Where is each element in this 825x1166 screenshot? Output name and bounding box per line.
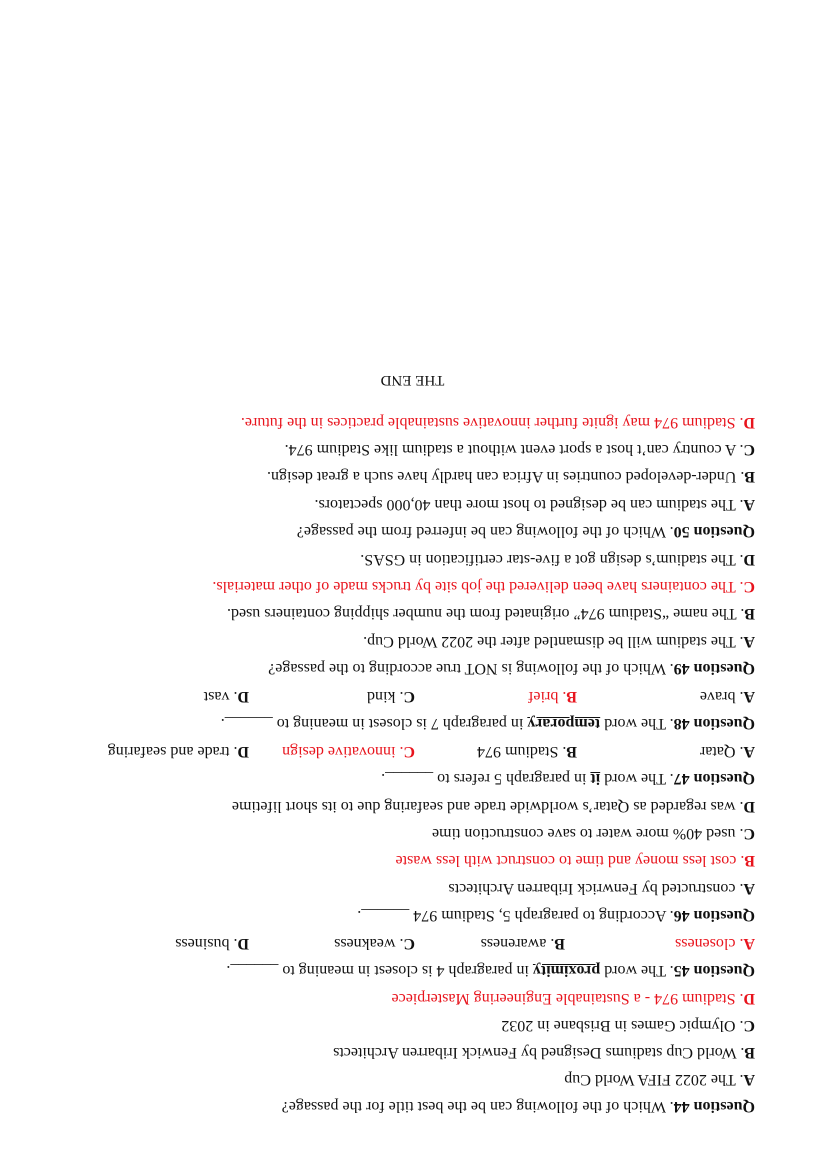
question-48: Question 48. The word temporary in paragraph 7 is closest in meaning to ______. [220, 715, 755, 732]
question-label: Question 48 [673, 715, 755, 732]
option-48a: A. brave [699, 688, 755, 705]
target-word: proximity [532, 962, 601, 979]
option-49c-correct: C. The containers have been delivered the job site by trucks made of other materials. [212, 578, 755, 595]
question-text: . Which of the following can be the best title for the passage? [281, 1098, 674, 1115]
the-end-label: THE END [380, 372, 445, 388]
option-45a-correct: A. closeness [675, 935, 755, 952]
option-50c: C. A country can’t host a sport event without a stadium like Stadium 974. [284, 441, 755, 458]
option-48c: C. kind [366, 688, 415, 705]
option-49b: B. The name “Stadium 974” originated from the number shipping containers used. [226, 605, 755, 622]
option-47d: D. trade and seafaring [107, 743, 249, 760]
option-46c: C. used 40% more water to save construction time [431, 825, 755, 842]
option-44c: C. Olympic Games in Brisbane in 2032 [501, 1017, 755, 1034]
option-49d: D. The stadium’s design got a five-star certification in GSAS. [360, 551, 755, 568]
option-45c: C. weakness [334, 935, 415, 952]
question-47: Question 47. The word it in paragraph 5 refers to ______. [381, 770, 755, 787]
option-47c-correct: C. innovative design [282, 743, 415, 760]
option-46a: A. constructed by Fenwrick Iribarren Architects [448, 880, 755, 897]
question-label: Question 46 [673, 907, 755, 924]
option-44b: B. World Cup stadiums Designed by Fenwick Iribarren Architects [333, 1044, 755, 1061]
option-47a: A. Qatar [699, 743, 755, 760]
target-word: temporary [527, 715, 601, 732]
target-word: it [590, 770, 601, 787]
question-label: Question 50 [673, 523, 755, 540]
option-44a: A. The 2022 FIFA World Cup [564, 1071, 755, 1088]
option-50d-correct: D. Stadium 974 may ignite further innovative sustainable practices in the future. [240, 414, 755, 431]
question-49: Question 49. Which of the following is NOT true according to the passage? [268, 660, 755, 677]
question-label: Question 49 [673, 660, 755, 677]
question-label: Question 47 [673, 770, 755, 787]
question-label: Question 45 [673, 962, 755, 979]
option-46b-correct: B. cost less money and time to construct with less waste [395, 852, 755, 869]
option-44d-correct: D. Stadium 974 - a Sustainable Engineering Masterpiece [391, 990, 755, 1007]
option-50a: A. The stadium can be designed to host more than 40,000 spectators. [314, 496, 755, 513]
option-45b: B. awareness [480, 935, 565, 952]
option-49a: A. The stadium will be dismantled after the 2022 World Cup. [363, 633, 755, 650]
option-45d: D. business [175, 935, 249, 952]
option-47b: B. Stadium 974 [476, 743, 577, 760]
option-48d: D. vast [203, 688, 249, 705]
option-50b: B. Under-developed countries in Africa can hardly have such a great design. [267, 468, 755, 485]
question-46: Question 46. According to paragraph 5, Stadium 974 ______. [357, 907, 755, 924]
question-44 [282, 1096, 755, 1116]
option-48b-correct: B. brief [528, 688, 577, 705]
option-46d: D. was regarded as Qatar’s worldwide trade and seafaring due to its short lifetime [231, 798, 755, 815]
question-label: Question 44 [673, 1098, 755, 1115]
question-50: Question 50. Which of the following can be inferred from the passage? [296, 523, 755, 540]
question-45: Question 45. The word proximity in paragraph 4 is closest in meaning to ______. [226, 962, 755, 979]
